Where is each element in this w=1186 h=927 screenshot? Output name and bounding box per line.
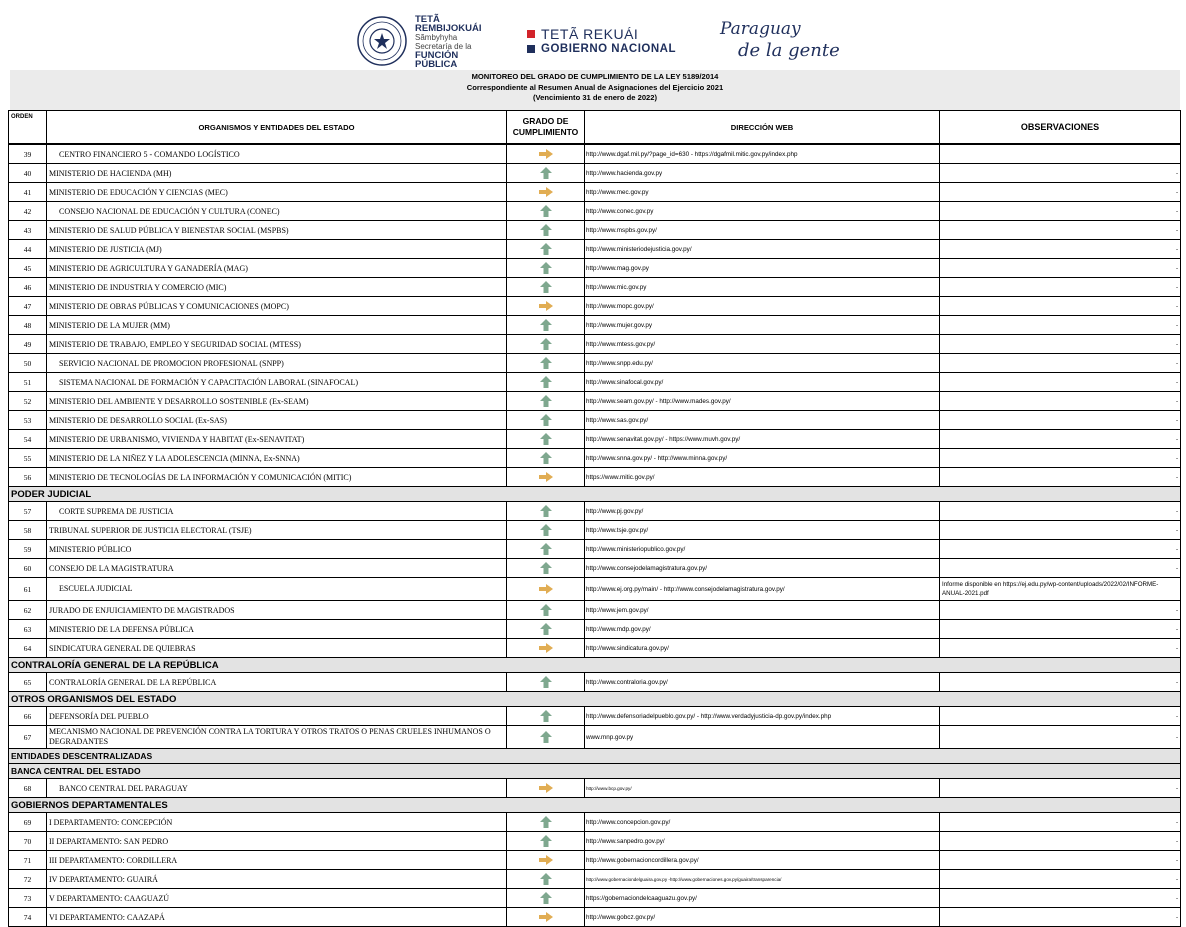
column-header-observaciones: OBSERVACIONES (940, 111, 1181, 145)
orden-cell: 74 (9, 908, 47, 927)
logo-text: FUNCIÓN (415, 50, 459, 61)
section-label: PODER JUDICIAL (9, 487, 1181, 502)
arrow-up-icon (539, 710, 553, 722)
table-row (9, 540, 1181, 559)
funcion-publica-logo (415, 15, 482, 69)
compliance-grade-cell (507, 240, 585, 259)
arrow-right-icon (539, 782, 553, 794)
entity-name-cell: V DEPARTAMENTO: CAAGUAZÚ (47, 889, 507, 908)
arrow-up-icon (539, 562, 553, 574)
observations-cell: - (940, 889, 1181, 908)
entity-name-cell: SERVICIO NACIONAL DE PROMOCION PROFESIONAL (SNPP) (47, 354, 507, 373)
entity-name-cell: CONTRALORÍA GENERAL DE LA REPÚBLICA (47, 673, 507, 692)
orden-cell: 63 (9, 620, 47, 639)
orden-cell: 73 (9, 889, 47, 908)
web-address-cell[interactable]: http://www.jem.gov.py/ (585, 601, 940, 620)
entity-name-cell: MINISTERIO DE URBANISMO, VIVIENDA Y HABITAT (Ex-SENAVITAT) (47, 430, 507, 449)
web-address-cell[interactable]: http://www.sindicatura.gov.py/ (585, 639, 940, 658)
orden-cell: 61 (9, 578, 47, 601)
web-address-cell[interactable]: https://gobernaciondelcaaguazu.gov.py/ (585, 889, 940, 908)
table-row (9, 297, 1181, 316)
entity-name-cell: TRIBUNAL SUPERIOR DE JUSTICIA ELECTORAL (TSJE) (47, 521, 507, 540)
table-row (9, 449, 1181, 468)
web-address-cell[interactable]: http://www.tsje.gov.py/ (585, 521, 940, 540)
arrow-up-icon (539, 395, 553, 407)
entity-name-cell: MINISTERIO DE HACIENDA (MH) (47, 164, 507, 183)
web-address-cell[interactable]: http://www.mdp.gov.py/ (585, 620, 940, 639)
arrow-up-icon (539, 731, 553, 743)
entity-name-cell: CENTRO FINANCIERO 5 - COMANDO LOGÍSTICO (47, 144, 507, 164)
arrow-up-icon (539, 505, 553, 517)
logo-text: PÚBLICA (415, 59, 458, 70)
compliance-grade-cell (507, 620, 585, 639)
section-label: OTROS ORGANISMOS DEL ESTADO (9, 692, 1181, 707)
orden-cell: 52 (9, 392, 47, 411)
compliance-grade-cell (507, 851, 585, 870)
red-square-icon (527, 30, 535, 38)
compliance-grade-cell (507, 639, 585, 658)
compliance-grade-cell (507, 502, 585, 521)
observations-cell: - (940, 278, 1181, 297)
orden-cell: 72 (9, 870, 47, 889)
table-row (9, 908, 1181, 927)
web-address-cell[interactable]: http://www.contraloria.gov.py/ (585, 673, 940, 692)
arrow-right-icon (539, 642, 553, 654)
web-address-cell[interactable]: http://www.ministeriodejusticia.gov.py/ (585, 240, 940, 259)
section-header-row (9, 749, 1181, 764)
entity-name-cell: MINISTERIO DE TECNOLOGÍAS DE LA INFORMACIÓN Y COMUNICACIÓN (MITIC) (47, 468, 507, 487)
entity-name-cell: I DEPARTAMENTO: CONCEPCIÓN (47, 813, 507, 832)
compliance-grade-cell (507, 430, 585, 449)
compliance-grade-cell (507, 870, 585, 889)
compliance-grade-cell (507, 373, 585, 392)
arrow-up-icon (539, 262, 553, 274)
orden-cell: 59 (9, 540, 47, 559)
web-address-cell[interactable]: http://www.mujer.gov.py (585, 316, 940, 335)
arrow-up-icon (539, 376, 553, 388)
section-header-row (9, 658, 1181, 673)
compliance-grade-cell (507, 335, 585, 354)
orden-cell: 56 (9, 468, 47, 487)
observations-cell: - (940, 813, 1181, 832)
orden-cell: 54 (9, 430, 47, 449)
column-header-orden: ORDEN (9, 111, 47, 145)
compliance-grade-cell (507, 707, 585, 726)
entity-name-cell: IV DEPARTAMENTO: GUAIRÁ (47, 870, 507, 889)
observations-cell: - (940, 468, 1181, 487)
entity-name-cell: MECANISMO NACIONAL DE PREVENCIÓN CONTRA LA TORTURA Y OTROS TRATOS O PENAS CRUELES INHUMANOS O DEGRADANTES (47, 726, 507, 749)
observations-cell: - (940, 832, 1181, 851)
title-line: MONITOREO DEL GRADO DE CUMPLIMIENTO DE LA LEY 5189/2014 (471, 72, 719, 81)
entity-name-cell: BANCO CENTRAL DEL PARAGUAY (47, 779, 507, 798)
observations-cell: - (940, 601, 1181, 620)
observations-cell: - (940, 540, 1181, 559)
section-label: CONTRALORÍA GENERAL DE LA REPÚBLICA (9, 658, 1181, 673)
compliance-grade-cell (507, 578, 585, 601)
observations-cell: - (940, 521, 1181, 540)
table-header-row (9, 111, 1181, 145)
entity-name-cell: VI DEPARTAMENTO: CAAZAPÁ (47, 908, 507, 927)
arrow-up-icon (539, 167, 553, 179)
entity-name-cell: CORTE SUPREMA DE JUSTICIA (47, 502, 507, 521)
navy-square-icon (527, 45, 535, 53)
table-row (9, 164, 1181, 183)
observations-cell: - (940, 373, 1181, 392)
web-address-cell[interactable]: http://www.mspbs.gov.py/ (585, 221, 940, 240)
arrow-right-icon (539, 148, 553, 160)
arrow-right-icon (539, 583, 553, 595)
arrow-right-icon (539, 300, 553, 312)
observations-cell: - (940, 164, 1181, 183)
observations-cell: - (940, 908, 1181, 927)
orden-cell: 41 (9, 183, 47, 202)
entity-name-cell: SISTEMA NACIONAL DE FORMACIÓN Y CAPACITACIÓN LABORAL (SINAFOCAL) (47, 373, 507, 392)
web-address-cell[interactable]: http://www.hacienda.gov.py (585, 164, 940, 183)
compliance-grade-cell (507, 316, 585, 335)
table-row (9, 813, 1181, 832)
table-row (9, 578, 1181, 601)
arrow-up-icon (539, 319, 553, 331)
observations-cell: - (940, 354, 1181, 373)
observations-cell: - (940, 620, 1181, 639)
orden-cell: 70 (9, 832, 47, 851)
table-body (9, 144, 1181, 927)
arrow-up-icon (539, 873, 553, 885)
compliance-grade-cell (507, 297, 585, 316)
observations-cell: - (940, 240, 1181, 259)
web-address-cell[interactable]: http://www.mic.gov.py (585, 278, 940, 297)
observations-cell: - (940, 726, 1181, 749)
entity-name-cell: JURADO DE ENJUICIAMIENTO DE MAGISTRADOS (47, 601, 507, 620)
observations-cell: - (940, 449, 1181, 468)
table-row (9, 335, 1181, 354)
table-row (9, 373, 1181, 392)
entity-name-cell: CONSEJO NACIONAL DE EDUCACIÓN Y CULTURA (CONEC) (47, 202, 507, 221)
entity-name-cell: DEFENSORÍA DEL PUEBLO (47, 707, 507, 726)
arrow-up-icon (539, 604, 553, 616)
compliance-grade-cell (507, 673, 585, 692)
table-row (9, 779, 1181, 798)
orden-cell: 39 (9, 144, 47, 164)
web-address-cell[interactable]: http://www.senavitat.gov.py/ - https://www.muvh.gov.py/ (585, 430, 940, 449)
compliance-grade-cell (507, 540, 585, 559)
arrow-up-icon (539, 524, 553, 536)
table-row (9, 502, 1181, 521)
deadline-line: (Vencimiento 31 de enero de 2022) (532, 93, 658, 102)
entity-name-cell: SINDICATURA GENERAL DE QUIEBRAS (47, 639, 507, 658)
section-label: BANCA CENTRAL DEL ESTADO (9, 764, 1181, 779)
orden-cell: 69 (9, 813, 47, 832)
web-address-cell[interactable]: http://www.dgaf.mil.py/?page_id=630 - https://dgafmil.mitic.gov.py/index.php (585, 144, 940, 164)
logo-text: de la gente (738, 40, 840, 61)
orden-cell: 49 (9, 335, 47, 354)
observations-cell: - (940, 559, 1181, 578)
orden-cell: 47 (9, 297, 47, 316)
entity-name-cell: MINISTERIO DE DESARROLLO SOCIAL (Ex-SAS) (47, 411, 507, 430)
orden-cell: 53 (9, 411, 47, 430)
web-address-cell[interactable]: http://www.pj.gov.py/ (585, 502, 940, 521)
column-header-grado (507, 111, 585, 145)
compliance-grade-cell (507, 392, 585, 411)
table-row (9, 726, 1181, 749)
section-label: GOBIERNOS DEPARTAMENTALES (9, 798, 1181, 813)
section-header-row (9, 764, 1181, 779)
observations-cell: - (940, 335, 1181, 354)
arrow-up-icon (539, 816, 553, 828)
report-title (10, 70, 1180, 110)
web-address-cell[interactable]: http://www.mopc.gov.py/ (585, 297, 940, 316)
observations-cell: - (940, 639, 1181, 658)
orden-cell: 55 (9, 449, 47, 468)
logo-text: GOBIERNO NACIONAL (541, 42, 676, 55)
section-header-row (9, 692, 1181, 707)
compliance-grade-cell (507, 559, 585, 578)
compliance-grade-cell (507, 183, 585, 202)
table-row (9, 316, 1181, 335)
orden-cell: 71 (9, 851, 47, 870)
arrow-right-icon (539, 186, 553, 198)
arrow-up-icon (539, 452, 553, 464)
logo-text: Secretaría de la (415, 42, 472, 51)
compliance-grade-cell (507, 221, 585, 240)
entity-name-cell: II DEPARTAMENTO: SAN PEDRO (47, 832, 507, 851)
table-row (9, 259, 1181, 278)
logo-text: Paraguay (720, 19, 801, 39)
observations-cell: - (940, 673, 1181, 692)
table-row (9, 411, 1181, 430)
logo-text: TETÃ (415, 14, 440, 25)
column-header-organismos: ORGANISMOS Y ENTIDADES DEL ESTADO (47, 111, 507, 145)
table-row (9, 673, 1181, 692)
compliance-grade-cell (507, 278, 585, 297)
compliance-grade-cell (507, 164, 585, 183)
orden-cell: 51 (9, 373, 47, 392)
web-address-cell[interactable]: https://www.mitic.gov.py/ (585, 468, 940, 487)
web-address-cell[interactable]: http://www.mag.gov.py (585, 259, 940, 278)
compliance-table (8, 110, 1181, 927)
compliance-grade-cell (507, 813, 585, 832)
web-address-cell[interactable]: http://www.mec.gov.py (585, 183, 940, 202)
column-header-web: DIRECCIÓN WEB (585, 111, 940, 145)
web-address-cell[interactable]: http://www.sinafocal.gov.py/ (585, 373, 940, 392)
page-header (0, 0, 1186, 70)
table-row (9, 707, 1181, 726)
entity-name-cell: MINISTERIO DE TRABAJO, EMPLEO Y SEGURIDAD SOCIAL (MTESS) (47, 335, 507, 354)
compliance-grade-cell (507, 354, 585, 373)
web-address-cell[interactable]: http://www.gobernacioncordillera.gov.py/ (585, 851, 940, 870)
entity-name-cell: MINISTERIO DE EDUCACIÓN Y CIENCIAS (MEC) (47, 183, 507, 202)
logo-text: REMBIJOKUÁI (415, 23, 482, 34)
orden-cell: 48 (9, 316, 47, 335)
orden-cell: 64 (9, 639, 47, 658)
compliance-grade-cell (507, 468, 585, 487)
entity-name-cell: MINISTERIO DE AGRICULTURA Y GANADERÍA (MAG) (47, 259, 507, 278)
orden-cell: 65 (9, 673, 47, 692)
orden-cell: 45 (9, 259, 47, 278)
entity-name-cell: ESCUELA JUDICIAL (47, 578, 507, 601)
orden-cell: 46 (9, 278, 47, 297)
web-address-cell[interactable]: http://www.concepcion.gov.py/ (585, 813, 940, 832)
entity-name-cell: MINISTERIO DE INDUSTRIA Y COMERCIO (MIC) (47, 278, 507, 297)
subtitle-line: Correspondiente al Resumen Anual de Asignaciones del Ejercicio 2021 (466, 82, 724, 92)
table-row (9, 278, 1181, 297)
observations-cell: - (940, 259, 1181, 278)
arrow-up-icon (539, 433, 553, 445)
web-address-cell[interactable]: http://www.defensoriadelpueblo.gov.py/ - http://www.verdadyjusticia-dp.gov.py/index.php (585, 707, 940, 726)
web-address-cell[interactable]: http://www.sas.gov.py/ (585, 411, 940, 430)
table-row (9, 430, 1181, 449)
entity-name-cell: MINISTERIO PÚBLICO (47, 540, 507, 559)
observations-cell: - (940, 707, 1181, 726)
orden-cell: 68 (9, 779, 47, 798)
table-row (9, 601, 1181, 620)
arrow-up-icon (539, 338, 553, 350)
table-row (9, 468, 1181, 487)
web-address-cell[interactable]: http://www.seam.gov.py/ - http://www.mades.gov.py/ (585, 392, 940, 411)
arrow-up-icon (539, 205, 553, 217)
arrow-right-icon (539, 471, 553, 483)
observations-cell (940, 144, 1181, 164)
arrow-right-icon (539, 911, 553, 923)
web-address-cell[interactable]: http://www.gobcz.gov.py/ (585, 908, 940, 927)
web-address-cell[interactable]: http://www.gobernaciondelguaira.gov.py -http://www.gobernaciones.gov.py/guaira/transparencia/ (585, 870, 940, 889)
orden-cell: 60 (9, 559, 47, 578)
compliance-grade-cell (507, 449, 585, 468)
arrow-up-icon (539, 892, 553, 904)
entity-name-cell: MINISTERIO DE LA NIÑEZ Y LA ADOLESCENCIA (MINNA, Ex-SNNA) (47, 449, 507, 468)
orden-cell: 58 (9, 521, 47, 540)
observations-cell: - (940, 411, 1181, 430)
orden-cell: 43 (9, 221, 47, 240)
compliance-grade-cell (507, 601, 585, 620)
entity-name-cell: III DEPARTAMENTO: CORDILLERA (47, 851, 507, 870)
orden-cell: 40 (9, 164, 47, 183)
table-row (9, 183, 1181, 202)
paraguay-de-la-gente-logo (720, 18, 840, 62)
orden-cell: 57 (9, 502, 47, 521)
observations-cell: - (940, 221, 1181, 240)
compliance-grade-cell (507, 779, 585, 798)
logo-text: Sãmbyhyha (415, 33, 458, 42)
table-row (9, 144, 1181, 164)
table-row (9, 559, 1181, 578)
observations-cell: - (940, 851, 1181, 870)
entity-name-cell: MINISTERIO DE OBRAS PÚBLICAS Y COMUNICACIONES (MOPC) (47, 297, 507, 316)
compliance-grade-cell (507, 521, 585, 540)
orden-cell: 67 (9, 726, 47, 749)
compliance-grade-cell (507, 144, 585, 164)
section-header-row (9, 487, 1181, 502)
entity-name-cell: CONSEJO DE LA MAGISTRATURA (47, 559, 507, 578)
table-row (9, 639, 1181, 658)
arrow-up-icon (539, 623, 553, 635)
arrow-up-icon (539, 281, 553, 293)
arrow-up-icon (539, 676, 553, 688)
table-row (9, 202, 1181, 221)
observations-cell: - (940, 183, 1181, 202)
orden-cell: 62 (9, 601, 47, 620)
table-row (9, 392, 1181, 411)
section-header-row (9, 798, 1181, 813)
web-address-cell[interactable]: www.mnp.gov.py (585, 726, 940, 749)
observations-cell: - (940, 392, 1181, 411)
compliance-grade-cell (507, 889, 585, 908)
compliance-grade-cell (507, 832, 585, 851)
logo-text: TETÃ REKUÁI (541, 25, 639, 42)
observations-cell: - (940, 202, 1181, 221)
compliance-grade-cell (507, 908, 585, 927)
web-address-cell[interactable]: http://www.snna.gov.py/ - http://www.minna.gov.py/ (585, 449, 940, 468)
table-row (9, 870, 1181, 889)
arrow-up-icon (539, 357, 553, 369)
observations-cell: - (940, 502, 1181, 521)
grado-label: GRADO DE CUMPLIMIENTO (512, 116, 579, 137)
table-row (9, 221, 1181, 240)
compliance-grade-cell (507, 411, 585, 430)
compliance-grade-cell (507, 726, 585, 749)
observations-cell: Informe disponible en https://ej.edu.py/wp-content/uploads/2022/02/INFORME-ANUAL-2021.pdf (940, 578, 1181, 601)
arrow-up-icon (539, 243, 553, 255)
table-row (9, 354, 1181, 373)
table-row (9, 240, 1181, 259)
observations-cell: - (940, 779, 1181, 798)
web-address-cell[interactable]: http://www.sanpedro.gov.py/ (585, 832, 940, 851)
arrow-up-icon (539, 835, 553, 847)
table-row (9, 832, 1181, 851)
web-address-cell[interactable]: http://www.ej.org.py/main/ - http://www.consejodelamagistratura.gov.py/ (585, 578, 940, 601)
web-address-cell[interactable]: http://www.mtess.gov.py/ (585, 335, 940, 354)
web-address-cell[interactable]: http://www.ministeriopublico.gov.py/ (585, 540, 940, 559)
observations-cell: - (940, 430, 1181, 449)
table-row (9, 889, 1181, 908)
web-address-cell[interactable]: http://www.bcp.gov.py/ (585, 779, 940, 798)
table-row (9, 521, 1181, 540)
web-address-cell[interactable]: http://www.conec.gov.py (585, 202, 940, 221)
entity-name-cell: MINISTERIO DE LA MUJER (MM) (47, 316, 507, 335)
section-label: ENTIDADES DESCENTRALIZADAS (9, 749, 1181, 764)
compliance-grade-cell (507, 259, 585, 278)
table-row (9, 620, 1181, 639)
arrow-up-icon (539, 543, 553, 555)
observations-cell: - (940, 297, 1181, 316)
orden-cell: 50 (9, 354, 47, 373)
entity-name-cell: MINISTERIO DEL AMBIENTE Y DESARROLLO SOSTENIBLE (Ex-SEAM) (47, 392, 507, 411)
orden-cell: 66 (9, 707, 47, 726)
arrow-up-icon (539, 414, 553, 426)
orden-cell: 42 (9, 202, 47, 221)
orden-cell: 44 (9, 240, 47, 259)
web-address-cell[interactable]: http://www.snpp.edu.py/ (585, 354, 940, 373)
entity-name-cell: MINISTERIO DE LA DEFENSA PÚBLICA (47, 620, 507, 639)
entity-name-cell: MINISTERIO DE SALUD PÚBLICA Y BIENESTAR SOCIAL (MSPBS) (47, 221, 507, 240)
compliance-grade-cell (507, 202, 585, 221)
entity-name-cell: MINISTERIO DE JUSTICIA (MJ) (47, 240, 507, 259)
observations-cell: - (940, 316, 1181, 335)
observations-cell: - (940, 870, 1181, 889)
web-address-cell[interactable]: http://www.consejodelamagistratura.gov.py/ (585, 559, 940, 578)
gobierno-nacional-logo (527, 26, 676, 56)
arrow-right-icon (539, 854, 553, 866)
arrow-up-icon (539, 224, 553, 236)
table-row (9, 851, 1181, 870)
national-seal-icon (357, 16, 407, 66)
